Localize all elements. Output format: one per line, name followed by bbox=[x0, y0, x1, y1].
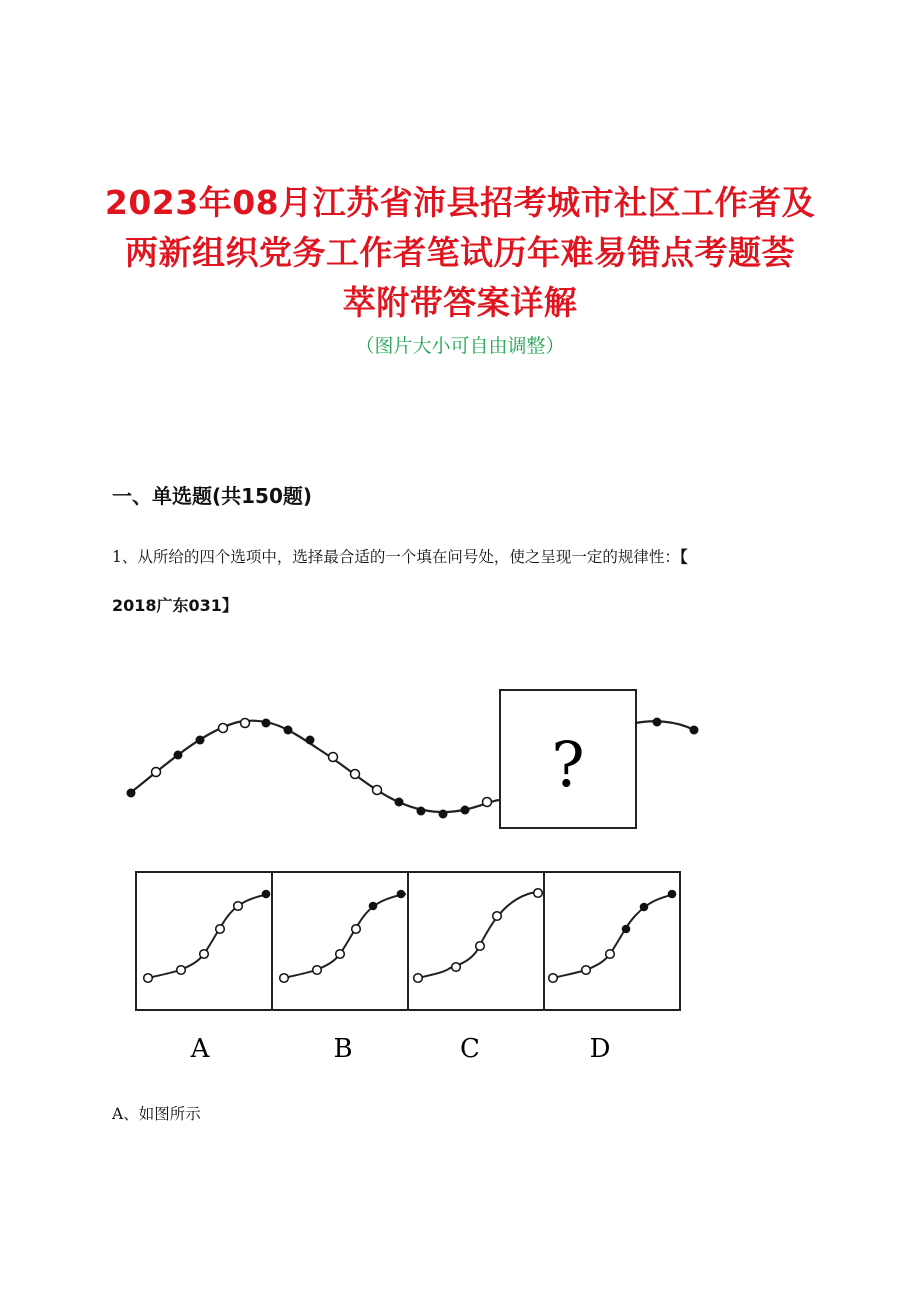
option-d-graphic bbox=[549, 890, 677, 983]
option-a-graphic bbox=[144, 890, 271, 983]
doc-title-line-3: 萃附带答案详解 bbox=[342, 283, 578, 322]
option-b-graphic bbox=[280, 890, 406, 983]
option-label-c: C bbox=[460, 1034, 480, 1064]
option-c-graphic bbox=[414, 889, 543, 983]
option-label-d: D bbox=[589, 1034, 611, 1064]
doc-title bbox=[60, 178, 860, 328]
answer-option-a: A、如图所示 bbox=[112, 1105, 201, 1123]
question-1-bracket: 【 bbox=[679, 548, 688, 566]
doc-subtitle: （图片大小可自由调整） bbox=[355, 335, 565, 357]
option-label-b: B bbox=[333, 1034, 353, 1064]
question-1-source: 2018广东031】 bbox=[112, 596, 238, 615]
doc-title-line-2: 两新组织党务工作者笔试历年难易错点考题荟 bbox=[125, 233, 795, 272]
option-label-a: A bbox=[190, 1034, 210, 1064]
question-1-figure bbox=[120, 680, 720, 1070]
option-panels bbox=[136, 872, 680, 1010]
question-1-stem: 1、从所给的四个选项中，选择最合适的一个填在问号处，使之呈现一定的规律性： bbox=[112, 548, 680, 566]
question-mark: ? bbox=[551, 728, 585, 801]
question-1-text bbox=[112, 545, 688, 569]
section-heading: 一、单选题(共150题) bbox=[112, 484, 313, 508]
sequence-curve bbox=[127, 690, 699, 828]
doc-title-line-1: 2023年08月江苏省沛县招考城市社区工作者及 bbox=[104, 183, 816, 222]
